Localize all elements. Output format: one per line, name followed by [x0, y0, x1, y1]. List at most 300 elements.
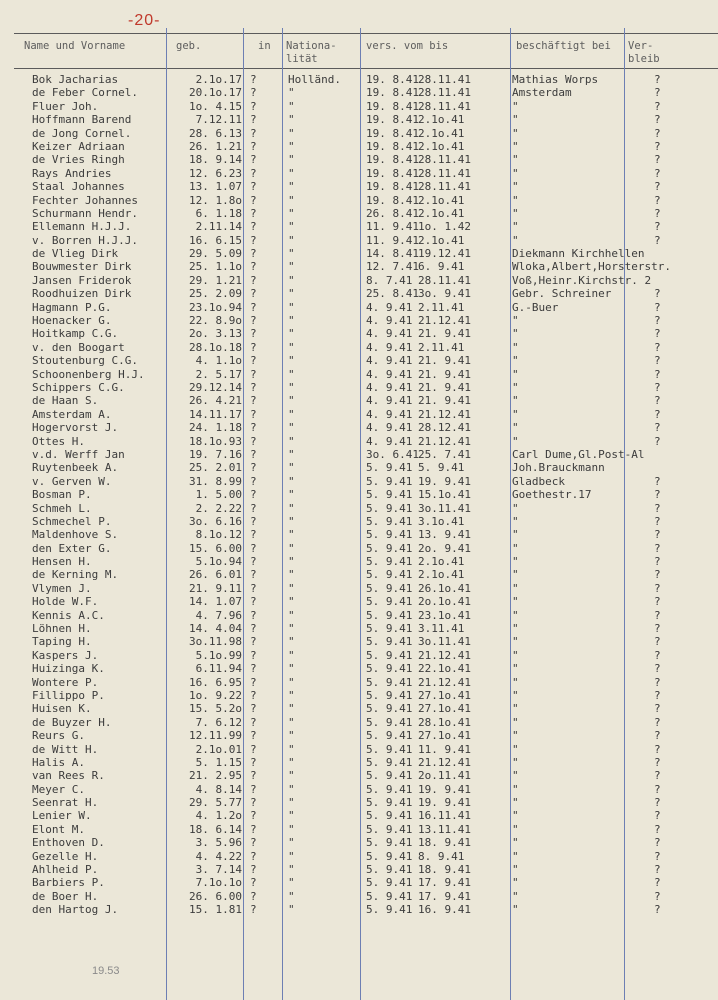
table-row: [0, 783, 718, 796]
table-row: [0, 435, 718, 448]
cell-von: 5. 9.41: [366, 568, 413, 582]
table-row: [0, 568, 718, 581]
cell-firm: ": [512, 434, 519, 448]
cell-nat: ": [288, 514, 295, 528]
cell-name: Fluer Joh.: [32, 99, 99, 113]
cell-firm: ": [512, 809, 519, 823]
cell-q2: ?: [654, 113, 661, 127]
cell-q2: ?: [654, 688, 661, 702]
cell-q1: ?: [250, 394, 257, 408]
cell-bis: 21.12.41: [418, 434, 471, 448]
cell-firm: ": [512, 782, 519, 796]
cell-name: Hagmann P.G.: [32, 300, 112, 314]
cell-nat: ": [288, 903, 295, 917]
cell-name: Barbiers P.: [32, 876, 105, 890]
cell-name: Roodhuizen Dirk: [32, 287, 132, 301]
cell-von: 4. 9.41: [366, 300, 413, 314]
cell-bis: 15.1o.41: [418, 488, 471, 502]
table-row: [0, 314, 718, 327]
table-row: [0, 796, 718, 809]
cell-von: 4. 9.41: [366, 354, 413, 368]
cell-firm: ": [512, 99, 519, 113]
cell-nat: ": [288, 300, 295, 314]
cell-name: de Vries Ringh: [32, 153, 125, 167]
table-row: [0, 448, 718, 461]
cell-q2: ?: [654, 206, 661, 220]
cell-firm: ": [512, 863, 519, 877]
cell-q2: ?: [654, 903, 661, 917]
cell-von: 5. 9.41: [366, 474, 413, 488]
cell-bis: 2o.1o.41: [418, 595, 471, 609]
cell-von: 12. 7.41: [366, 260, 419, 274]
cell-q1: ?: [250, 380, 257, 394]
table-row: [0, 167, 718, 180]
cell-von: 19. 8.41: [366, 113, 419, 127]
cell-geb: 7.1o.1o: [195, 876, 242, 890]
cell-nat: ": [288, 260, 295, 274]
cell-q2: ?: [654, 126, 661, 140]
cell-bis: 21.12.41: [418, 407, 471, 421]
cell-name: de Feber Cornel.: [32, 86, 138, 100]
cell-q2: ?: [654, 139, 661, 153]
cell-geb: 14. 4.04: [189, 622, 242, 636]
cell-name: de Jong Cornel.: [32, 126, 132, 140]
cell-name: Schmeh L.: [32, 501, 92, 515]
cell-von: 19. 8.41: [366, 153, 419, 167]
cell-q1: ?: [250, 340, 257, 354]
cell-q1: ?: [250, 796, 257, 810]
cell-q1: ?: [250, 675, 257, 689]
cell-geb: 5.1o.94: [195, 555, 242, 569]
cell-von: 5. 9.41: [366, 595, 413, 609]
cell-von: 5. 9.41: [366, 729, 413, 743]
cell-firm: ": [512, 555, 519, 569]
cell-geb: 1o. 4.15: [189, 99, 242, 113]
cell-firm: ": [512, 568, 519, 582]
handwritten-note: 19.53: [92, 965, 120, 977]
cell-geb: 6.11.94: [195, 662, 242, 676]
cell-q1: ?: [250, 139, 257, 153]
cell-nat: ": [288, 635, 295, 649]
cell-bis: 28.1o.41: [418, 715, 471, 729]
table-row: [0, 113, 718, 126]
cell-nat: ": [288, 809, 295, 823]
cell-von: 5. 9.41: [366, 514, 413, 528]
table-row: [0, 140, 718, 153]
cell-name: Wontere P.: [32, 675, 99, 689]
records-list: [0, 73, 718, 917]
cell-name: Schippers C.G.: [32, 380, 125, 394]
cell-von: 4. 9.41: [366, 327, 413, 341]
cell-bis: 21.12.41: [418, 314, 471, 328]
header-name: Name und Vorname: [24, 40, 126, 52]
table-row: [0, 716, 718, 729]
cell-geb: 8.1o.12: [195, 528, 242, 542]
table-row: [0, 73, 718, 86]
cell-name: Ruytenbeek A.: [32, 461, 119, 475]
cell-nat: ": [288, 407, 295, 421]
cell-q2: ?: [654, 541, 661, 555]
cell-q1: ?: [250, 166, 257, 180]
cell-name: Ahlheid P.: [32, 863, 99, 877]
cell-bis: 28.11.41: [418, 99, 471, 113]
cell-nat: ": [288, 769, 295, 783]
cell-name: Hoenacker G.: [32, 314, 112, 328]
cell-geb: 15. 1.81: [189, 903, 242, 917]
table-row: [0, 743, 718, 756]
cell-bis: 2.1o.41: [418, 193, 465, 207]
cell-q1: ?: [250, 300, 257, 314]
cell-firm: Diekmann Kirchhellen: [512, 247, 645, 261]
cell-name: Enthoven D.: [32, 836, 105, 850]
cell-geb: 2.1o.01: [195, 742, 242, 756]
cell-von: 5. 9.41: [366, 541, 413, 555]
header-employer: beschäftigt bei: [516, 40, 611, 52]
cell-von: 5. 9.41: [366, 876, 413, 890]
cell-firm: ": [512, 233, 519, 247]
cell-bis: 17. 9.41: [418, 889, 471, 903]
cell-bis: 27.1o.41: [418, 688, 471, 702]
cell-name: Keizer Adriaan: [32, 139, 125, 153]
cell-geb: 25. 1.1o: [189, 260, 242, 274]
cell-q1: ?: [250, 581, 257, 595]
table-row: [0, 86, 718, 99]
cell-q2: ?: [654, 73, 661, 86]
cell-q2: ?: [654, 796, 661, 810]
table-row: [0, 421, 718, 434]
cell-q2: ?: [654, 474, 661, 488]
cell-name: Seenrat H.: [32, 796, 99, 810]
cell-von: 11. 9.41: [366, 220, 419, 234]
cell-bis: 2o.11.41: [418, 769, 471, 783]
cell-q2: ?: [654, 380, 661, 394]
cell-q2: ?: [654, 394, 661, 408]
cell-q1: ?: [250, 180, 257, 194]
cell-geb: 13. 1.07: [189, 180, 242, 194]
cell-von: 5. 9.41: [366, 555, 413, 569]
table-row: [0, 394, 718, 407]
table-row: [0, 809, 718, 822]
cell-firm: Wloka,Albert,Horsterstr.: [512, 260, 671, 274]
cell-firm: ": [512, 889, 519, 903]
cell-name: Fechter Johannes: [32, 193, 138, 207]
cell-q1: ?: [250, 822, 257, 836]
cell-geb: 5. 1.15: [195, 755, 242, 769]
table-row: [0, 502, 718, 515]
cell-nat: ": [288, 447, 295, 461]
cell-von: 11. 9.41: [366, 233, 419, 247]
cell-geb: 7.12.11: [195, 113, 242, 127]
table-row: [0, 689, 718, 702]
table-row: [0, 863, 718, 876]
cell-von: 4. 9.41: [366, 407, 413, 421]
cell-q1: ?: [250, 555, 257, 569]
cell-q2: ?: [654, 836, 661, 850]
cell-bis: 28.11.41: [418, 86, 471, 100]
cell-name: v. Gerven W.: [32, 474, 112, 488]
cell-geb: 28. 6.13: [189, 126, 242, 140]
cell-firm: ": [512, 206, 519, 220]
cell-geb: 18. 6.14: [189, 822, 242, 836]
table-row: [0, 247, 718, 260]
cell-bis: 2.11.41: [418, 300, 465, 314]
table-row: [0, 528, 718, 541]
cell-nat: ": [288, 782, 295, 796]
cell-nat: ": [288, 836, 295, 850]
cell-von: 5. 9.41: [366, 755, 413, 769]
cell-q1: ?: [250, 715, 257, 729]
cell-geb: 16. 6.15: [189, 233, 242, 247]
cell-geb: 4. 4.22: [195, 849, 242, 863]
cell-q1: ?: [250, 622, 257, 636]
cell-von: 4. 9.41: [366, 394, 413, 408]
cell-firm: ": [512, 407, 519, 421]
table-row: [0, 100, 718, 113]
cell-bis: 27.1o.41: [418, 729, 471, 743]
cell-firm: Goethestr.17: [512, 488, 592, 502]
cell-q2: ?: [654, 555, 661, 569]
cell-bis: 3o.11.41: [418, 635, 471, 649]
cell-nat: ": [288, 501, 295, 515]
cell-q2: ?: [654, 300, 661, 314]
cell-q2: ?: [654, 581, 661, 595]
cell-von: 5. 9.41: [366, 608, 413, 622]
cell-nat: ": [288, 702, 295, 716]
cell-firm: Gebr. Schreiner: [512, 287, 612, 301]
cell-nat: ": [288, 796, 295, 810]
cell-bis: 16.11.41: [418, 809, 471, 823]
cell-q1: ?: [250, 836, 257, 850]
table-row: [0, 702, 718, 715]
cell-bis: 2.1o.41: [418, 126, 465, 140]
table-row: [0, 903, 718, 916]
header-in: in: [258, 40, 271, 52]
cell-bis: 2.1o.41: [418, 568, 465, 582]
cell-bis: 2.1o.41: [418, 233, 465, 247]
cell-firm: G.-Buer: [512, 300, 559, 314]
cell-geb: 24. 1.18: [189, 421, 242, 435]
cell-q2: ?: [654, 849, 661, 863]
cell-geb: 25. 2.09: [189, 287, 242, 301]
cell-q1: ?: [250, 421, 257, 435]
cell-bis: 3.11.41: [418, 622, 465, 636]
cell-firm: ": [512, 742, 519, 756]
cell-bis: 19.12.41: [418, 247, 471, 261]
cell-q2: ?: [654, 421, 661, 435]
cell-name: Hensen H.: [32, 555, 92, 569]
table-row: [0, 207, 718, 220]
cell-name: Schurmann Hendr.: [32, 206, 138, 220]
table-row: [0, 368, 718, 381]
cell-q2: ?: [654, 702, 661, 716]
cell-geb: 4. 1.1o: [195, 354, 242, 368]
cell-name: Vlymen J.: [32, 581, 92, 595]
cell-nat: ": [288, 648, 295, 662]
cell-von: 19. 8.41: [366, 166, 419, 180]
cell-name: de Kerning M.: [32, 568, 119, 582]
table-row: [0, 769, 718, 782]
cell-name: de Buyzer H.: [32, 715, 112, 729]
table-row: [0, 649, 718, 662]
cell-geb: 4. 7.96: [195, 608, 242, 622]
cell-geb: 21. 9.11: [189, 581, 242, 595]
cell-firm: ": [512, 421, 519, 435]
cell-q2: ?: [654, 220, 661, 234]
cell-bis: 8. 9.41: [418, 849, 465, 863]
cell-nat: ": [288, 688, 295, 702]
cell-nat: ": [288, 876, 295, 890]
table-row: [0, 876, 718, 889]
table-row: [0, 354, 718, 367]
cell-geb: 22. 8.9o: [189, 314, 242, 328]
cell-firm: ": [512, 903, 519, 917]
cell-q2: ?: [654, 622, 661, 636]
cell-q1: ?: [250, 99, 257, 113]
cell-von: 4. 9.41: [366, 314, 413, 328]
table-row: [0, 327, 718, 340]
cell-geb: 4. 8.14: [195, 782, 242, 796]
cell-name: Fillippo P.: [32, 688, 105, 702]
cell-q1: ?: [250, 608, 257, 622]
cell-bis: 13. 9.41: [418, 528, 471, 542]
cell-von: 5. 9.41: [366, 796, 413, 810]
cell-name: Hogervorst J.: [32, 421, 119, 435]
cell-geb: 29.12.14: [189, 380, 242, 394]
cell-bis: 16. 9.41: [418, 903, 471, 917]
cell-von: 5. 9.41: [366, 461, 413, 475]
cell-von: 4. 9.41: [366, 434, 413, 448]
cell-q1: ?: [250, 876, 257, 890]
cell-von: 19. 8.41: [366, 86, 419, 100]
cell-bis: 21. 9.41: [418, 367, 471, 381]
cell-bis: 28.11.41: [418, 180, 471, 194]
cell-q2: ?: [654, 876, 661, 890]
header-geb: geb.: [176, 40, 202, 52]
cell-firm: ": [512, 541, 519, 555]
cell-von: 25. 8.41: [366, 287, 419, 301]
cell-q1: ?: [250, 220, 257, 234]
cell-bis: 2o. 9.41: [418, 541, 471, 555]
cell-von: 5. 9.41: [366, 742, 413, 756]
cell-name: van Rees R.: [32, 769, 105, 783]
cell-firm: ": [512, 702, 519, 716]
cell-q1: ?: [250, 528, 257, 542]
cell-firm: ": [512, 836, 519, 850]
cell-nat: ": [288, 595, 295, 609]
cell-geb: 28.1o.18: [189, 340, 242, 354]
cell-bis: 2.1o.41: [418, 206, 465, 220]
cell-name: de Witt H.: [32, 742, 99, 756]
cell-von: 5. 9.41: [366, 635, 413, 649]
cell-q1: ?: [250, 688, 257, 702]
cell-von: 19. 8.41: [366, 193, 419, 207]
cell-firm: ": [512, 180, 519, 194]
cell-q1: ?: [250, 287, 257, 301]
cell-name: Huizinga K.: [32, 662, 105, 676]
table-row: [0, 461, 718, 474]
cell-nat: ": [288, 541, 295, 555]
cell-firm: ": [512, 769, 519, 783]
cell-nat: ": [288, 126, 295, 140]
cell-name: Hoitkamp C.G.: [32, 327, 119, 341]
cell-nat: ": [288, 273, 295, 287]
cell-geb: 15. 5.2o: [189, 702, 242, 716]
cell-firm: ": [512, 139, 519, 153]
cell-bis: 1o. 1.42: [418, 220, 471, 234]
cell-nat: ": [288, 153, 295, 167]
cell-geb: 6. 1.18: [195, 206, 242, 220]
cell-q1: ?: [250, 662, 257, 676]
cell-geb: 3o.11.98: [189, 635, 242, 649]
cell-q1: ?: [250, 247, 257, 261]
cell-name: Meyer C.: [32, 782, 85, 796]
cell-von: 4. 9.41: [366, 380, 413, 394]
cell-q2: ?: [654, 314, 661, 328]
cell-q2: ?: [654, 729, 661, 743]
cell-name: Elont M.: [32, 822, 85, 836]
cell-firm: Amsterdam: [512, 86, 572, 100]
cell-nat: ": [288, 729, 295, 743]
table-row: [0, 890, 718, 903]
cell-q2: ?: [654, 742, 661, 756]
cell-q1: ?: [250, 849, 257, 863]
cell-q1: ?: [250, 541, 257, 555]
cell-q2: ?: [654, 434, 661, 448]
cell-q1: ?: [250, 769, 257, 783]
cell-q1: ?: [250, 461, 257, 475]
cell-von: 4. 9.41: [366, 340, 413, 354]
cell-geb: 2.11.14: [195, 220, 242, 234]
cell-q1: ?: [250, 434, 257, 448]
cell-firm: ": [512, 380, 519, 394]
cell-von: 26. 8.41: [366, 206, 419, 220]
cell-geb: 26. 4.21: [189, 394, 242, 408]
cell-q2: ?: [654, 608, 661, 622]
cell-von: 5. 9.41: [366, 889, 413, 903]
cell-von: 5. 9.41: [366, 782, 413, 796]
cell-von: 5. 9.41: [366, 688, 413, 702]
cell-q2: ?: [654, 327, 661, 341]
cell-firm: ": [512, 608, 519, 622]
cell-geb: 3. 7.14: [195, 863, 242, 877]
cell-bis: 21. 9.41: [418, 327, 471, 341]
cell-nat: ": [288, 340, 295, 354]
cell-name: v. den Boogart: [32, 340, 125, 354]
cell-name: Hoffmann Barend: [32, 113, 132, 127]
table-row: [0, 194, 718, 207]
cell-firm: ": [512, 688, 519, 702]
cell-von: 19. 8.41: [366, 99, 419, 113]
cell-q2: ?: [654, 488, 661, 502]
cell-name: Kaspers J.: [32, 648, 99, 662]
cell-geb: 15. 6.00: [189, 541, 242, 555]
cell-firm: ": [512, 354, 519, 368]
table-row: [0, 220, 718, 233]
table-row: [0, 542, 718, 555]
cell-q1: ?: [250, 354, 257, 368]
cell-firm: ": [512, 796, 519, 810]
cell-geb: 12. 1.8o: [189, 193, 242, 207]
cell-geb: 26. 6.00: [189, 889, 242, 903]
cell-name: Staal Johannes: [32, 180, 125, 194]
cell-q2: ?: [654, 528, 661, 542]
cell-firm: ": [512, 193, 519, 207]
cell-q1: ?: [250, 206, 257, 220]
cell-von: 19. 8.41: [366, 126, 419, 140]
cell-bis: 27.1o.41: [418, 702, 471, 716]
cell-von: 5. 9.41: [366, 809, 413, 823]
cell-nat: ": [288, 220, 295, 234]
